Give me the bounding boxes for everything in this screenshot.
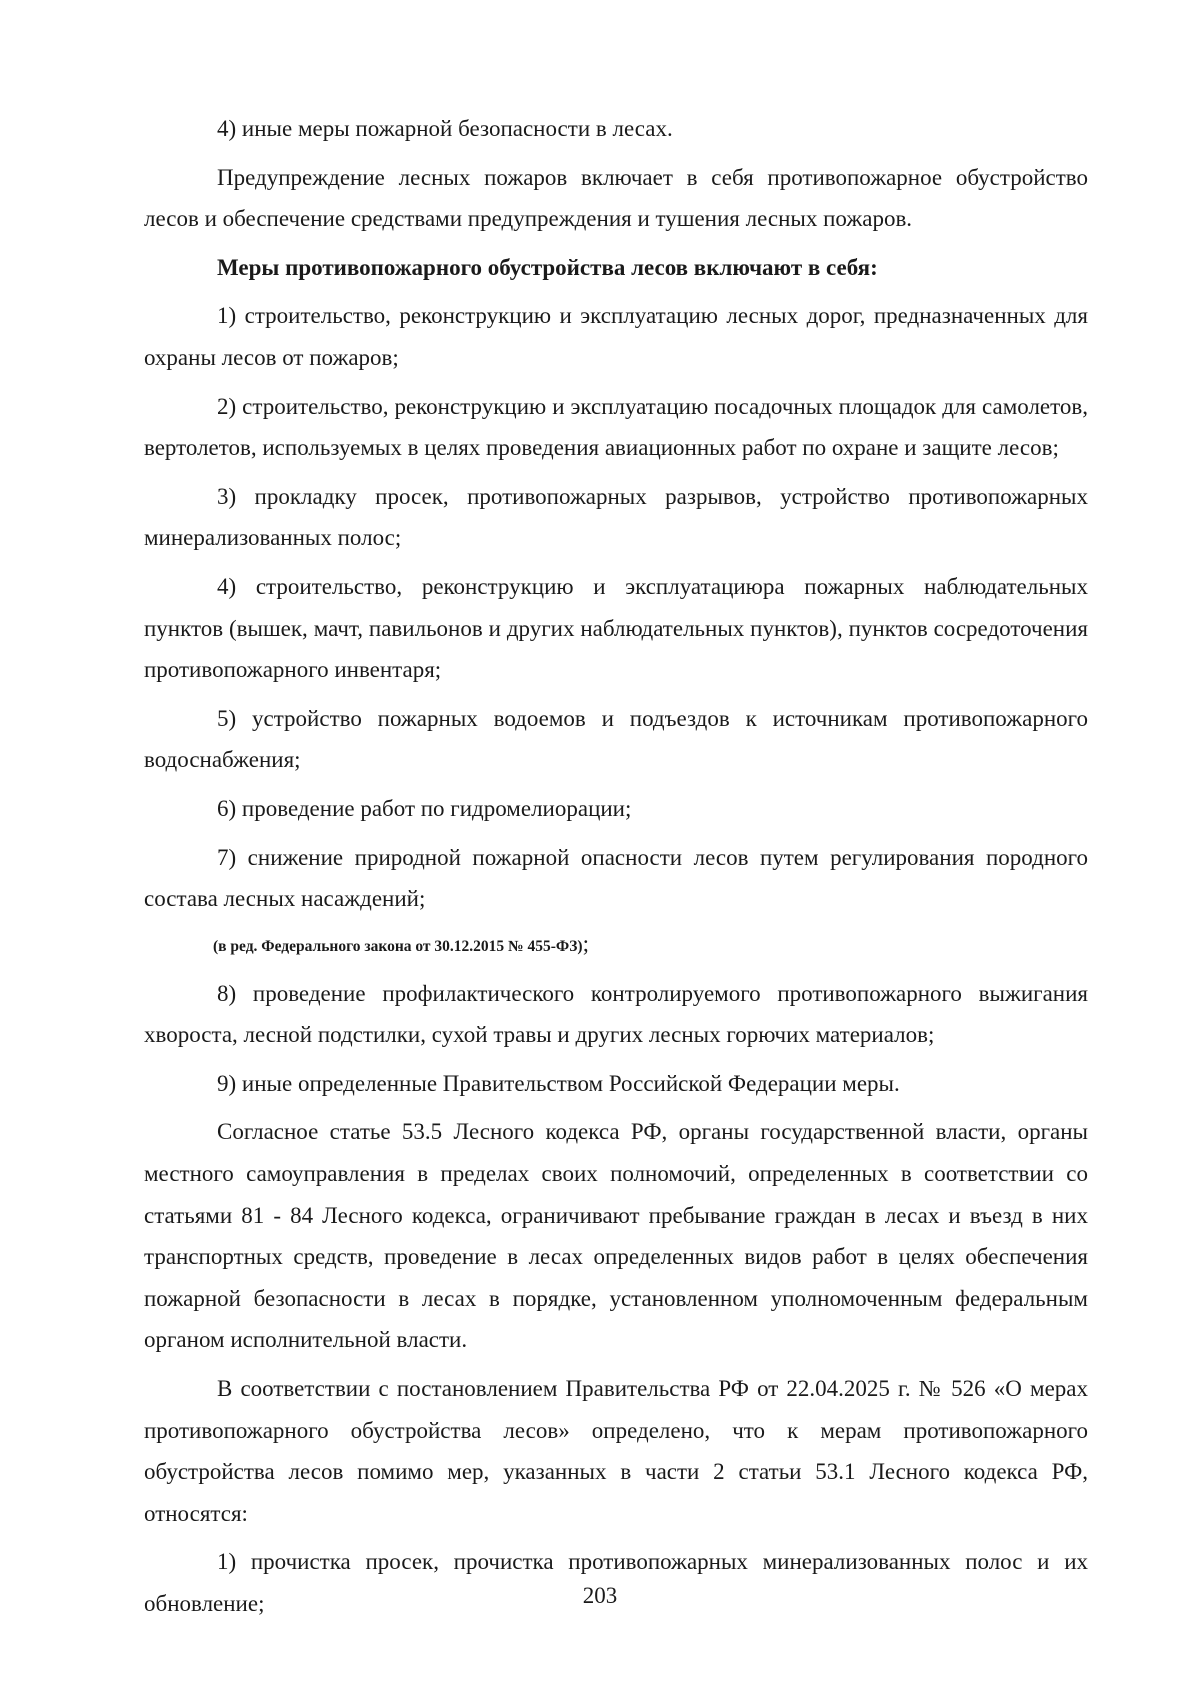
paragraph-resolution-526: В соответствии с постановлением Правительства РФ от 22.04.2025 г. № 526 «О мерах противопожарного обустройства лесов» определено, что к мерам противопожарного обустройства лесов помимо мер, указанных в части 2 статьи 53.1 Лесного кодекса РФ, относятся: bbox=[144, 1376, 1088, 1526]
list-item-2: 2) строительство, реконструкцию и эксплуатацию посадочных площадок для самолетов, вертолетов, используемых в целях проведения авиационных работ по охране и защите лесов; bbox=[144, 393, 1088, 461]
paragraph-measure-4-other: 4) иные меры пожарной безопасности в лесах. bbox=[217, 116, 673, 141]
paragraph-article-53-5: Согласное статье 53.5 Лесного кодекса РФ, органы государственной власти, органы местного самоуправления в пределах своих полномочий, определенных в соответствии со статьями 81 - 84 Лесного кодекса, ограничивают пребывание граждан в лесах и въезд в них транспортных средств, проведение в лесах определенных видов работ в целях обеспечения пожарной безопасности в лесах в порядке, установленном уполномоченным федеральным органом исполнительной власти. bbox=[144, 1119, 1088, 1353]
text-column bbox=[144, 108, 1088, 1632]
amendment-note-text: (в ред. Федерального закона от 30.12.2015 № 455-ФЗ) bbox=[213, 937, 583, 955]
list-item-4: 4) строительство, реконструкцию и эксплуатациюра пожарных наблюдательных пунктов (вышек, мачт, павильонов и других наблюдательных пунктов), пунктов сосредоточения противопожарного инвентаря; bbox=[144, 573, 1088, 683]
paragraph-fire-prevention: Предупреждение лесных пожаров включает в себя противопожарное обустройство лесов и обеспечение средствами предупреждения и тушения лесных пожаров. bbox=[144, 164, 1088, 232]
page-number: 203 bbox=[582, 1583, 618, 1608]
list-item-9: 9) иные определенные Правительством Российской Федерации меры. bbox=[217, 1070, 900, 1096]
list-item-6: 6) проведение работ по гидромелиорации; bbox=[217, 795, 632, 821]
list-item-8: 8) проведение профилактического контролируемого противопожарного выжигания хвороста, лесной подстилки, сухой травы и других лесных горючих материалов; bbox=[144, 980, 1088, 1048]
amendment-note-tail: ; bbox=[582, 930, 589, 956]
list-item-3: 3) прокладку просек, противопожарных разрывов, устройство противопожарных минерализованных полос; bbox=[144, 483, 1088, 551]
amendment-note bbox=[144, 927, 1088, 964]
list-item-resolution-1: 1) прочистка просек, прочистка противопожарных минерализованных полос и их обновление; bbox=[144, 1549, 1088, 1616]
list-item-1: 1) строительство, реконструкцию и эксплуатацию лесных дорог, предназначенных для охраны лесов от пожаров; bbox=[144, 303, 1088, 370]
section-heading: Меры противопожарного обустройства лесов включают в себя: bbox=[217, 254, 878, 280]
list-item-7: 7) снижение природной пожарной опасности лесов путем регулирования породного состава лесных насаждений; bbox=[144, 844, 1088, 912]
list-item-5: 5) устройство пожарных водоемов и подъездов к источникам противопожарного водоснабжения; bbox=[144, 705, 1088, 773]
